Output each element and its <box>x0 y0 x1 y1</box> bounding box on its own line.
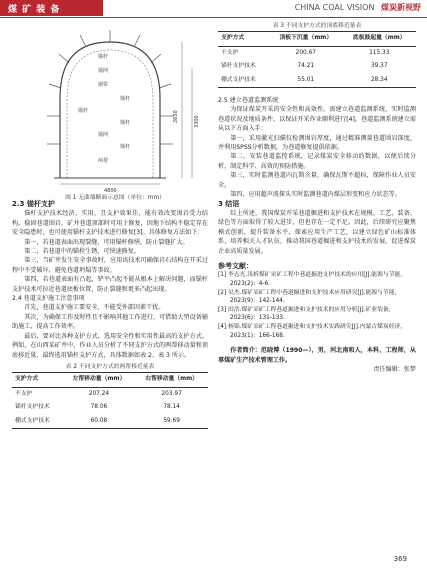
t3-cell: 棚式支护技术 <box>221 76 256 83</box>
section-tag <box>0 0 103 16</box>
table-row <box>218 46 416 60</box>
table-row <box>12 401 208 414</box>
left-para-8: 最后，要对比各种支护方式，选用安全性和实用性最高的支护方式。例如，在山西某矿井中，作业人员分析了不同支护方式的两帮移动量和顶底移近量，最终选用锚杆支护方式，具体数据如表 2、表 3 所示。 <box>12 332 208 359</box>
t2-header: 右帮移动量（mm） <box>145 376 198 383</box>
table-row <box>218 74 416 88</box>
table-3-caption: 表 3 不同支护方式的顶底移近量表 <box>272 23 362 29</box>
t3-header: 支护方式 <box>221 35 245 42</box>
table-row <box>218 60 416 73</box>
table-3 <box>218 31 416 88</box>
references-title: 参考文献： <box>218 261 253 270</box>
t2-header: 左帮移动量（mm） <box>72 376 126 383</box>
t3-header: 底板鼓起量（mm） <box>352 35 406 42</box>
left-column <box>12 200 208 429</box>
section-2-3-title: 2.3 锚杆支护 <box>12 200 55 208</box>
right-para-6: 综上所述，我国煤炭开采巷道掘进和支护技术在规模、工艺、装备、绿色等方面取得了较大进步，但也存在一定不足。因此，后续研究应聚焦模式创新、提升装备水平、探索应用生产工艺，以建立绿色矿山标准体系，培养相关人才队伍，推动我国巷道掘进和支护技术的发展，促进煤炭企业高质量发展。 <box>218 209 416 255</box>
section-label: 煤 矿 装 备 <box>8 5 61 15</box>
left-para-2: 第一，若巷道表面出现裂缝，可用锚杆修缮，防止裂缝扩大。 <box>24 238 189 246</box>
figure-1-caption: 图 1 无曲墙断面示意图（单位：mm） <box>65 195 165 201</box>
t2-cell: 207.24 <box>88 390 110 397</box>
t3-cell: 55.01 <box>297 76 315 83</box>
author-bio: 作者简介：范晓博（1990—），男，河北南和人，本科，工程师，从事煤矿生产技术管理工作。 <box>218 347 416 364</box>
right-para-4: 第三，实时监测巷道内瓦斯含量，确保瓦斯不超标，保障作业人员安全。 <box>218 172 416 189</box>
fig-label-4: 锚杆 <box>120 96 131 102</box>
header-rule <box>0 17 427 18</box>
t3-cell: 不支护 <box>221 49 239 56</box>
fig-dim-3: 3300 <box>194 115 200 128</box>
fig-label-2: 锚网 <box>98 68 109 74</box>
page-number: 369 <box>393 555 407 563</box>
fig-dim-1: 2650 <box>173 110 179 123</box>
editor-credit: 责任编辑：张梦 <box>373 365 416 373</box>
tunnel-cross-section-diagram <box>20 28 210 194</box>
t3-cell: 锚杆支护技术 <box>221 63 256 70</box>
section-2-5-title: 2.5 建立巷道监测系统 <box>218 97 279 105</box>
fig-label-5: 锚杆 <box>78 108 89 114</box>
table-2 <box>12 372 208 429</box>
t2-cell: 78.14 <box>163 404 180 411</box>
table-row <box>12 415 208 429</box>
fig-dim-2: 4800 <box>104 188 117 194</box>
journal-cn: 煤炭新视野 <box>381 3 421 12</box>
t2-cell: 203.97 <box>161 390 182 397</box>
fig-label-8: 锚杆 <box>120 144 131 150</box>
right-column <box>218 22 416 374</box>
t3-cell: 115.33 <box>369 49 390 56</box>
t3-cell: 74.21 <box>297 63 315 70</box>
fig-label-3: 钢带 <box>98 82 109 88</box>
reference-item: [2] 吴杰.煤矿采矿工程中巷道掘进和支护技术应用研究[J].能源与节能，2023(9)：142-144. <box>218 289 401 305</box>
t3-cell: 200.67 <box>295 49 316 56</box>
reference-item: [1] 李志光.浅析煤矿采矿工程中巷道掘进支护技术的应用[J].能源与节能，2023(2)：4-6. <box>218 272 407 287</box>
right-para-2: 第一，采用激光扫描仪检测围岩厚度，通过精准测量巷道围岩深度，并利用SPSS分析数据，为巷道修复提供依据。 <box>218 134 416 152</box>
left-para-7: 其次，为确保工作及时性且不影响其他工作进行，可借助大型设备辅助施工，提高工作效率。 <box>12 313 208 331</box>
right-para-3: 第二，安装巷道监控系统，记录煤炭安全移动的数据，以便后续分析，制定科学、高效的预防措施。 <box>218 153 416 170</box>
right-para-1: 为保证煤炭开采的安全性和高效性，需建立巷道监测系统，实时监测巷道状况及地质条件，以保证开采作业顺利进行[4]。巷道监测系统建立需从以下方面入手： <box>218 106 416 133</box>
section-3-title: 3 结语 <box>218 199 240 208</box>
t3-header: 顶板下沉量（mm） <box>279 35 333 42</box>
t2-header: 支护方式 <box>15 376 39 383</box>
left-para-6: 首先，巷道支护施工要安全，不能受外部因素干扰。 <box>24 304 165 312</box>
figure-1 <box>20 28 210 201</box>
t2-cell: 锚杆支护技术 <box>15 404 50 411</box>
right-para-5: 第四，应用超声波探头实时监测巷道内煤层形变和应力状态等。 <box>230 191 401 199</box>
fig-label-6: 锚杆 <box>120 120 131 126</box>
section-2-4-title: 2.4 巷道支护施工注意事项 <box>12 295 85 303</box>
journal-en: CHINA COAL VISION <box>294 3 375 12</box>
fig-label-7: 锚网 <box>98 132 109 138</box>
t2-cell: 78.06 <box>90 404 108 411</box>
t2-cell: 棚式支护技术 <box>15 417 50 424</box>
t2-cell: 不支护 <box>15 390 33 397</box>
reference-item: [3] 田浩.煤矿采矿工程巷道掘进和支护技术的应用分析[J].矿业装备，2023(6)：131-133. <box>218 306 395 322</box>
table-2-caption: 表 2 不同支护方式的两帮移近量表 <box>65 363 155 370</box>
left-para-4: 第三，当矿井发生安全事故时，应用该技术可确保岩石结构在开采过程中不受破坏，避免巷道坍塌等事故。 <box>12 257 208 274</box>
references-list <box>218 271 416 340</box>
t3-cell: 28.34 <box>370 76 388 83</box>
left-para-3: 第二，若巷道中的锚栓生锈，可快速修复。 <box>24 248 140 256</box>
fig-label-1: 锚杆 <box>98 54 109 60</box>
left-para-1: 锚杆支护技术经济、实用，且支护效果佳，能有效改变围岩受力结构，稳固巷道围岩，矿井巷道顶部时可用于修复，因地下结构不稳定存在安全隐患时，也可使用锚杆支护技术进行修复[3]。具体修复方法如下： <box>12 210 208 237</box>
journal-header <box>295 2 421 13</box>
t3-cell: 39.37 <box>370 63 388 70</box>
fig-label-9: 两帮 <box>98 158 109 164</box>
left-para-5: 第四，若巷道表面有凸起，铲平凸起不能从根本上解决问题，而锚杆支护技术可拉近巷道底板位置，防止裂缝和更多凸起出现。 <box>12 276 208 293</box>
t2-cell: 59.69 <box>163 417 180 424</box>
t2-cell: 60.08 <box>90 417 108 424</box>
table-row <box>12 387 208 401</box>
reference-item: [4] 杨锦.煤矿采矿工程巷道掘进和支护技术实践研究[J].内蒙古煤炭经济，2023(1)：166-168. <box>218 323 407 339</box>
